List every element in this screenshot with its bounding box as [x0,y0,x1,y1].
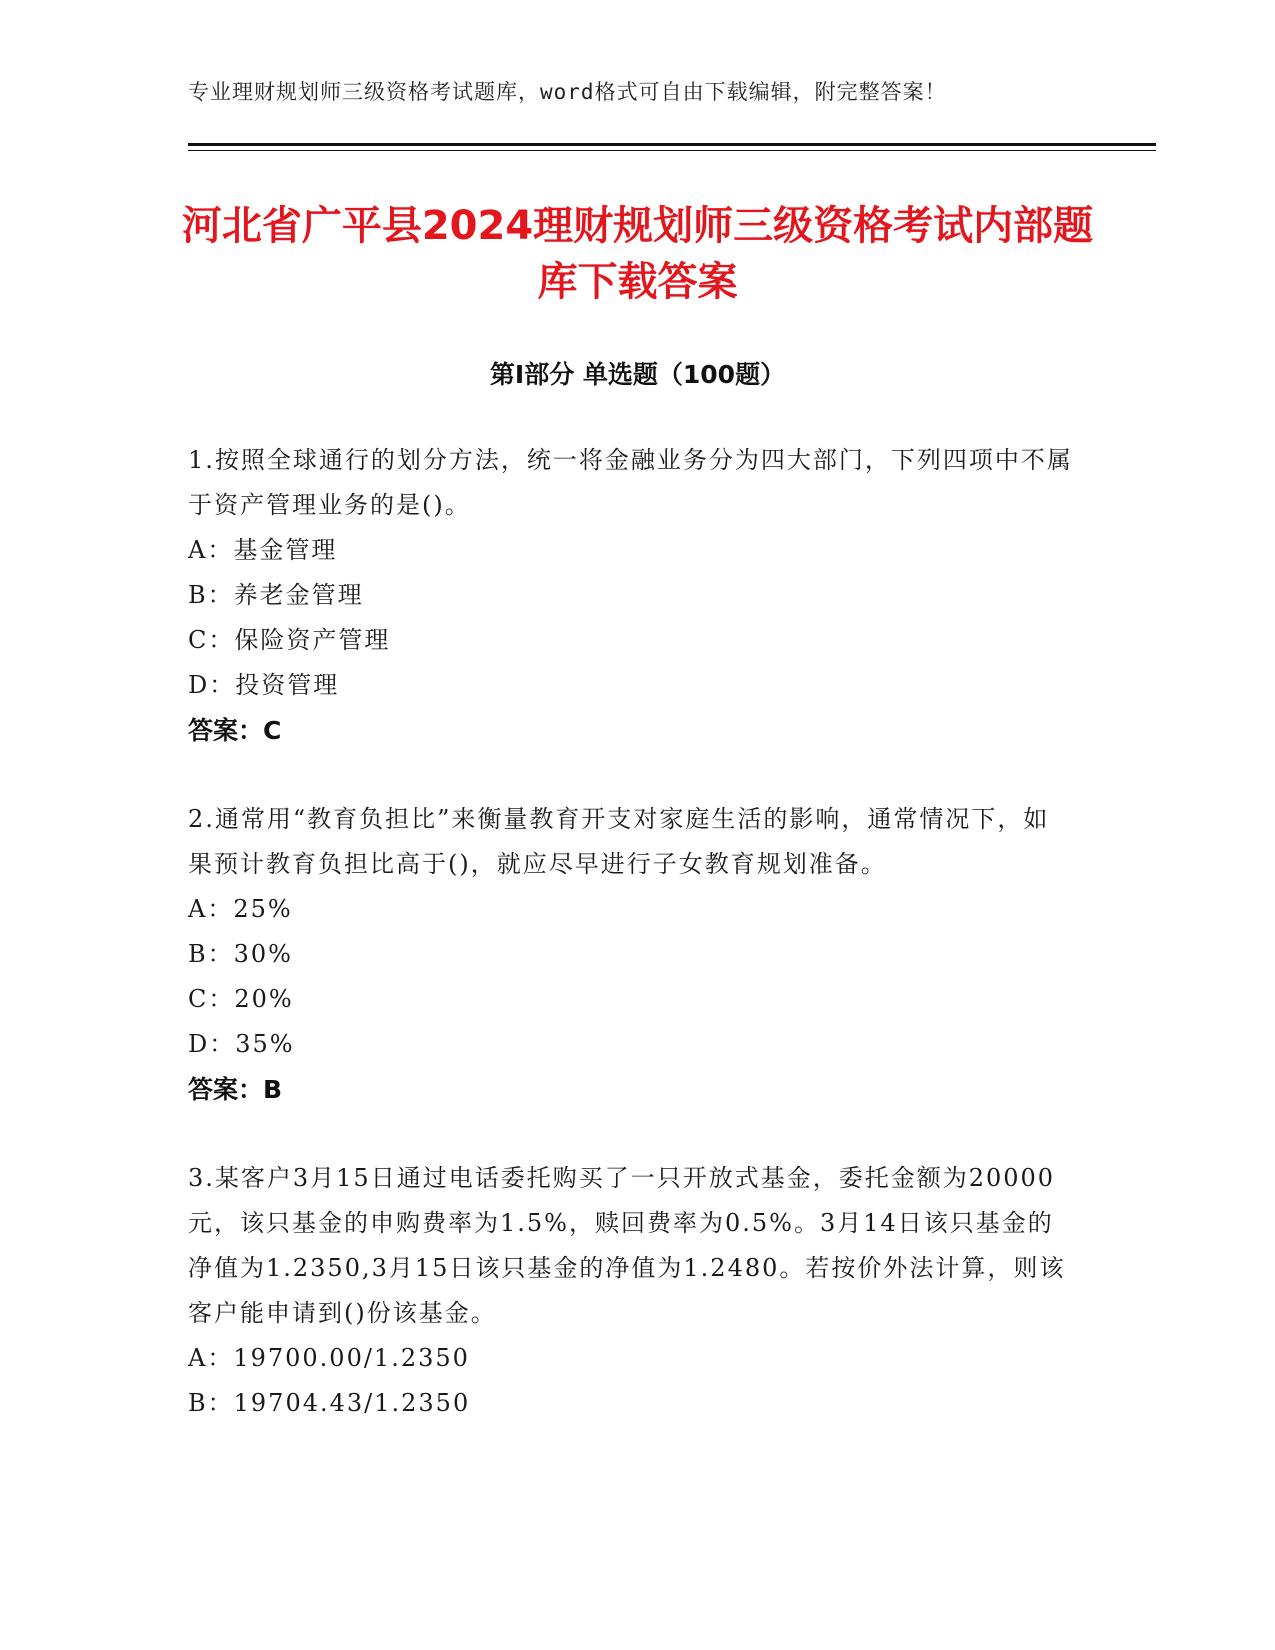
option-b: B：30% [188,940,293,968]
question-stem: 2.通常用“教育负担比”来衡量教育开支对家庭生活的影响，通常情况下，如果预计教育负担比高于()，就应尽早进行子女教育规划准备。 [188,805,1050,878]
question-stem: 3.某客户3月15日通过电话委托购买了一只开放式基金，委托金额为20000元，该只基金的申购费率为1.5%，赎回费率为0.5%。3月14日该只基金的净值为1.2350,3月15日该只基金的净值为1.2480。若按价外法计算，则该客户能申请到()份该基金。 [188,1164,1066,1327]
question-list [188,438,1073,1470]
header-divider-thick [188,143,1156,146]
question-item [188,797,1073,1112]
option-d: D：35% [188,1030,295,1058]
option-b: B：19704.43/1.2350 [188,1389,471,1417]
answer: 答案：B [188,1075,283,1104]
option-d: D：投资管理 [188,671,340,699]
section-title: 第Ⅰ部分 单选题（100题） [489,360,786,389]
answer: 答案：C [188,716,282,745]
option-c: C：20% [188,985,294,1013]
document-title: 河北省广平县2024理财规划师三级资格考试内部题库下载答案 [181,203,1094,305]
option-a: A：25% [188,895,293,923]
question-stem: 1.按照全球通行的划分方法，统一将金融业务分为四大部门，下列四项中不属于资产管理业务的是()。 [188,446,1073,519]
question-item [188,1156,1073,1426]
header-divider-thin [188,150,1156,151]
option-b: B：养老金管理 [188,581,364,609]
option-a: A：基金管理 [188,536,338,564]
question-item [188,438,1073,753]
option-c: C：保险资产管理 [188,626,391,654]
header-note: 专业理财规划师三级资格考试题库，word格式可自由下载编辑，附完整答案！ [188,80,947,104]
option-a: A：19700.00/1.2350 [188,1344,470,1372]
